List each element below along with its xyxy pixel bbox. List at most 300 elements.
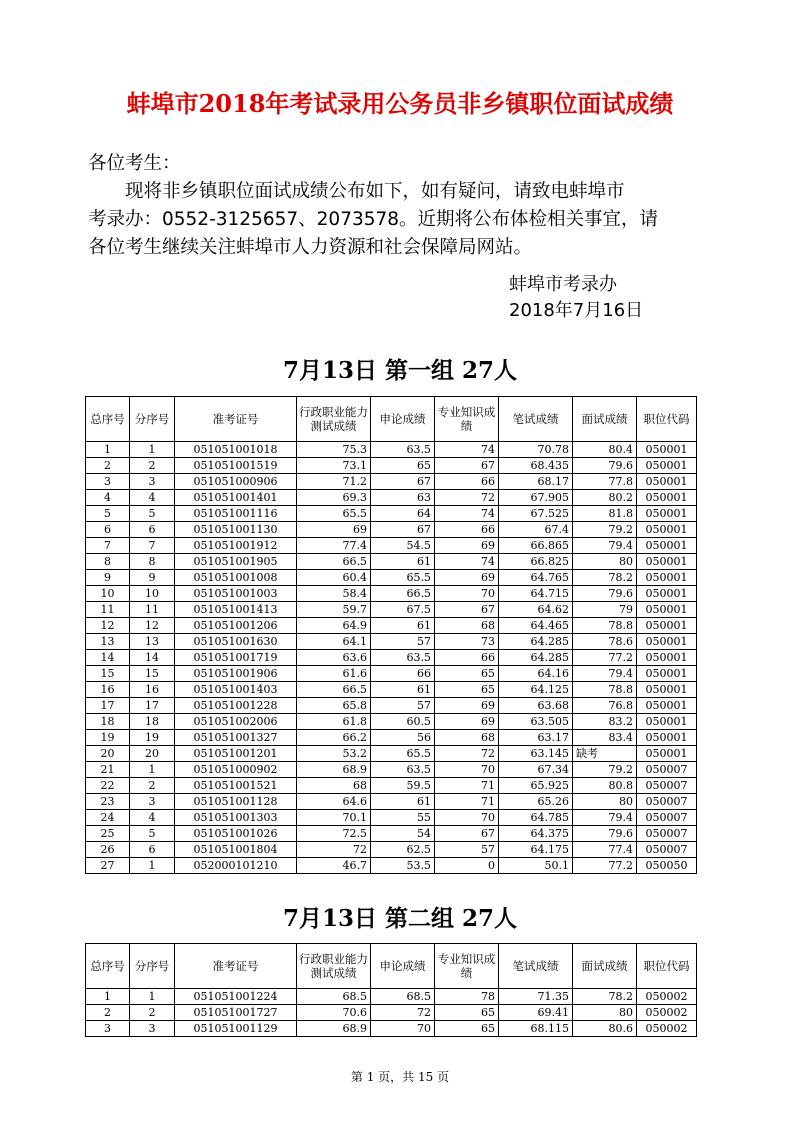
table-cell: 050001: [637, 666, 697, 682]
table-cell: 14: [86, 650, 130, 666]
table-cell: 9: [130, 570, 175, 586]
column-header: 准考证号: [175, 397, 297, 442]
table-cell: 68.9: [297, 762, 371, 778]
table-cell: 55: [371, 810, 435, 826]
table-cell: 19: [86, 730, 130, 746]
table-cell: 051051001026: [175, 826, 297, 842]
table-cell: 051051001905: [175, 554, 297, 570]
column-header: 行政职业能力测试成绩: [297, 944, 371, 989]
table-cell: 79.4: [573, 538, 637, 554]
table-cell: 77.2: [573, 650, 637, 666]
table-cell: 61: [371, 682, 435, 698]
table-cell: 050001: [637, 730, 697, 746]
table-cell: 65: [435, 1005, 499, 1021]
table-cell: 051051001413: [175, 602, 297, 618]
table-cell: 17: [130, 698, 175, 714]
table-cell: 050001: [637, 746, 697, 762]
table-cell: 69: [435, 570, 499, 586]
notice-line-3: 各位考生继续关注蚌埠市人力资源和社会保障局网站。: [88, 237, 533, 258]
column-header: 行政职业能力测试成绩: [297, 397, 371, 442]
table-cell: 6: [130, 842, 175, 858]
table-cell: 60.4: [297, 570, 371, 586]
table-cell: 050001: [637, 682, 697, 698]
score-table-group-1: [85, 396, 697, 874]
table-cell: 69.41: [499, 1005, 573, 1021]
table-row: [86, 570, 697, 586]
table-cell: 63.5: [371, 442, 435, 458]
table-cell: 67: [371, 474, 435, 490]
column-header: 职位代码: [637, 944, 697, 989]
table-cell: 1: [130, 858, 175, 874]
table-cell: 72: [435, 746, 499, 762]
table-cell: 67: [435, 826, 499, 842]
table-cell: 68: [435, 618, 499, 634]
table-cell: 27: [86, 858, 130, 874]
table-cell: 61.6: [297, 666, 371, 682]
table-row: [86, 634, 697, 650]
table-cell: 50.1: [499, 858, 573, 874]
table-cell: 68: [297, 778, 371, 794]
column-header: 准考证号: [175, 944, 297, 989]
table-cell: 70: [371, 1021, 435, 1037]
table-cell: 83.4: [573, 730, 637, 746]
notice-greeting: 各位考生：: [88, 153, 181, 174]
table-cell: 68.5: [371, 989, 435, 1005]
table-cell: 63.505: [499, 714, 573, 730]
table-cell: 64.765: [499, 570, 573, 586]
table-cell: 4: [86, 490, 130, 506]
table-cell: 5: [130, 506, 175, 522]
table-cell: 3: [130, 1021, 175, 1037]
table-cell: 60.5: [371, 714, 435, 730]
table-cell: 79.2: [573, 762, 637, 778]
table-cell: 61: [371, 794, 435, 810]
table-cell: 050002: [637, 989, 697, 1005]
table-cell: 65.5: [371, 746, 435, 762]
table-cell: 18: [86, 714, 130, 730]
table-row: [86, 602, 697, 618]
table-cell: 051051001206: [175, 618, 297, 634]
table-cell: 051051001129: [175, 1021, 297, 1037]
table-cell: 72.5: [297, 826, 371, 842]
table-cell: 80.8: [573, 778, 637, 794]
table-row: [86, 778, 697, 794]
table-cell: 53.2: [297, 746, 371, 762]
table-cell: 16: [86, 682, 130, 698]
column-header: 总序号: [86, 944, 130, 989]
table-cell: 66.5: [297, 682, 371, 698]
table-row: [86, 762, 697, 778]
table-cell: 051051001403: [175, 682, 297, 698]
table-cell: 22: [86, 778, 130, 794]
table-cell: 051051001303: [175, 810, 297, 826]
table-cell: 051051001719: [175, 650, 297, 666]
table-row: [86, 794, 697, 810]
table-cell: 78: [435, 989, 499, 1005]
table-row: [86, 858, 697, 874]
signature-office: 蚌埠市考录办: [509, 274, 617, 295]
table-cell: 5: [130, 826, 175, 842]
table-cell: 3: [86, 474, 130, 490]
table-cell: 80: [573, 554, 637, 570]
table-cell: 79.6: [573, 458, 637, 474]
signature: [509, 272, 643, 324]
table-cell: 57: [371, 698, 435, 714]
table-cell: 67.4: [499, 522, 573, 538]
table-cell: 79.2: [573, 522, 637, 538]
group-title-1: 7月13日 第一组 27人: [282, 357, 518, 384]
table-row: [86, 698, 697, 714]
table-cell: 83.2: [573, 714, 637, 730]
table-cell: 050001: [637, 506, 697, 522]
table-cell: 77.4: [297, 538, 371, 554]
table-cell: 051051000906: [175, 474, 297, 490]
table-cell: 051051001727: [175, 1005, 297, 1021]
table-cell: 051051001018: [175, 442, 297, 458]
table-row: [86, 989, 697, 1005]
column-header: 职位代码: [637, 397, 697, 442]
table-cell: 71.2: [297, 474, 371, 490]
table-cell: 050001: [637, 490, 697, 506]
table-cell: 64.785: [499, 810, 573, 826]
table-cell: 64.6: [297, 794, 371, 810]
table-cell: 63.6: [297, 650, 371, 666]
table-cell: 2: [130, 1005, 175, 1021]
column-header: 申论成绩: [371, 944, 435, 989]
table-cell: 2: [130, 778, 175, 794]
column-header: 分序号: [130, 944, 175, 989]
table-cell: 61: [371, 554, 435, 570]
table-cell: 67: [435, 458, 499, 474]
table-cell: 66.5: [297, 554, 371, 570]
table-row: [86, 1005, 697, 1021]
table-cell: 15: [86, 666, 130, 682]
table-row: [86, 746, 697, 762]
table-cell: 1: [130, 762, 175, 778]
table-cell: 65: [371, 458, 435, 474]
table-cell: 050001: [637, 586, 697, 602]
table-cell: 70.1: [297, 810, 371, 826]
table-row: [86, 714, 697, 730]
table-cell: 79: [573, 602, 637, 618]
group-title-2: 7月13日 第二组 27人: [282, 905, 518, 932]
table-cell: 10: [86, 586, 130, 602]
table-cell: 7: [130, 538, 175, 554]
table-cell: 18: [130, 714, 175, 730]
table-cell: 051051001201: [175, 746, 297, 762]
table-cell: 64.375: [499, 826, 573, 842]
table-row: [86, 1021, 697, 1037]
table-cell: 80.4: [573, 442, 637, 458]
table-cell: 80.2: [573, 490, 637, 506]
table-cell: 78.2: [573, 989, 637, 1005]
table-cell: 62.5: [371, 842, 435, 858]
table-cell: 051051001128: [175, 794, 297, 810]
notice-line-2: 考录办：0552-3125657、2073578。近期将公布体检相关事宜，请: [88, 209, 659, 230]
table-cell: 051051001912: [175, 538, 297, 554]
page-title: 蚌埠市2018年考试录用公务员非乡镇职位面试成绩: [126, 89, 674, 118]
table-cell: 12: [130, 618, 175, 634]
table-cell: 63.5: [371, 650, 435, 666]
table-cell: 65.5: [297, 506, 371, 522]
table-cell: 68.9: [297, 1021, 371, 1037]
table-cell: 8: [130, 554, 175, 570]
table-cell: 050002: [637, 1021, 697, 1037]
table-cell: 72: [435, 490, 499, 506]
table-cell: 66.865: [499, 538, 573, 554]
table-cell: 0: [435, 858, 499, 874]
table-cell: 76.8: [573, 698, 637, 714]
table-cell: 7: [86, 538, 130, 554]
table-cell: 70: [435, 810, 499, 826]
table-cell: 050007: [637, 794, 697, 810]
table-cell: 75.3: [297, 442, 371, 458]
table-cell: 79.4: [573, 810, 637, 826]
table-cell: 69: [435, 698, 499, 714]
page-footer: 第 1 页，共 15 页: [350, 1070, 450, 1084]
table-cell: 67.905: [499, 490, 573, 506]
table-cell: 78.2: [573, 570, 637, 586]
table-row: [86, 618, 697, 634]
table-cell: 1: [130, 442, 175, 458]
table-cell: 5: [86, 506, 130, 522]
table-cell: 58.4: [297, 586, 371, 602]
table-cell: 051051001630: [175, 634, 297, 650]
table-row: [86, 666, 697, 682]
table-cell: 052000101210: [175, 858, 297, 874]
table-cell: 050007: [637, 762, 697, 778]
table-cell: 73: [435, 634, 499, 650]
table-cell: 67.525: [499, 506, 573, 522]
table-cell: 65.8: [297, 698, 371, 714]
table-row: [86, 522, 697, 538]
table-cell: 1: [130, 989, 175, 1005]
table-row: [86, 682, 697, 698]
table-cell: 53.5: [371, 858, 435, 874]
table-cell: 14: [130, 650, 175, 666]
table-cell: 77.4: [573, 842, 637, 858]
table-cell: 56: [371, 730, 435, 746]
table-cell: 63.145: [499, 746, 573, 762]
table-cell: 051051001003: [175, 586, 297, 602]
table-cell: 051051001804: [175, 842, 297, 858]
table-cell: 64.16: [499, 666, 573, 682]
table-cell: 61.8: [297, 714, 371, 730]
table-cell: 8: [86, 554, 130, 570]
table-cell: 050001: [637, 522, 697, 538]
table-cell: 10: [130, 586, 175, 602]
table-cell: 74: [435, 442, 499, 458]
table-cell: 68.115: [499, 1021, 573, 1037]
table-cell: 64.62: [499, 602, 573, 618]
table-cell: 050001: [637, 570, 697, 586]
column-header: 专业知识成绩: [435, 944, 499, 989]
table-row: [86, 506, 697, 522]
table-cell: 70: [435, 586, 499, 602]
table-cell: 11: [86, 602, 130, 618]
table-cell: 2: [130, 458, 175, 474]
table-cell: 15: [130, 666, 175, 682]
table-cell: 65.26: [499, 794, 573, 810]
table-cell: 050001: [637, 602, 697, 618]
table-cell: 051051001906: [175, 666, 297, 682]
table-cell: 57: [371, 634, 435, 650]
table-cell: 2: [86, 458, 130, 474]
table-cell: 051051001521: [175, 778, 297, 794]
table-cell: 4: [130, 810, 175, 826]
table-cell: 051051001228: [175, 698, 297, 714]
table-cell: 13: [130, 634, 175, 650]
table-cell: 050001: [637, 618, 697, 634]
table-row: [86, 554, 697, 570]
table-cell: 74: [435, 506, 499, 522]
table-row: [86, 538, 697, 554]
table-cell: 67.5: [371, 602, 435, 618]
table-cell: 3: [86, 1021, 130, 1037]
table-cell: 66.5: [371, 586, 435, 602]
table-cell: 6: [130, 522, 175, 538]
table-cell: 64.125: [499, 682, 573, 698]
table-cell: 71: [435, 794, 499, 810]
table-cell: 66: [435, 474, 499, 490]
table-cell: 54: [371, 826, 435, 842]
table-cell: 69: [435, 538, 499, 554]
table-cell: 051051001116: [175, 506, 297, 522]
table-cell: 050001: [637, 458, 697, 474]
table-cell: 11: [130, 602, 175, 618]
table-cell: 66.825: [499, 554, 573, 570]
table-cell: 051051002006: [175, 714, 297, 730]
table-cell: 65: [435, 682, 499, 698]
table-cell: 77.2: [573, 858, 637, 874]
table-cell: 80: [573, 794, 637, 810]
table-cell: 66.2: [297, 730, 371, 746]
table-cell: 64.175: [499, 842, 573, 858]
table-row: [86, 730, 697, 746]
column-header: 面试成绩: [573, 397, 637, 442]
table-cell: 68.5: [297, 989, 371, 1005]
table-cell: 64.285: [499, 634, 573, 650]
table-cell: 051051001008: [175, 570, 297, 586]
table-cell: 69: [435, 714, 499, 730]
table-cell: 70: [435, 762, 499, 778]
table-cell: 3: [130, 794, 175, 810]
table-cell: 63: [371, 490, 435, 506]
table-cell: 051051001519: [175, 458, 297, 474]
table-cell: 64.465: [499, 618, 573, 634]
table-cell: 16: [130, 682, 175, 698]
table-cell: 051051000902: [175, 762, 297, 778]
table-cell: 79.6: [573, 826, 637, 842]
table-cell: 69.3: [297, 490, 371, 506]
table-cell: 64.285: [499, 650, 573, 666]
table-cell: 63.5: [371, 762, 435, 778]
column-header: 面试成绩: [573, 944, 637, 989]
table-cell: 12: [86, 618, 130, 634]
table-cell: 051051001401: [175, 490, 297, 506]
table-row: [86, 474, 697, 490]
table-cell: 79.6: [573, 586, 637, 602]
table-cell: 54.5: [371, 538, 435, 554]
table-cell: 71.35: [499, 989, 573, 1005]
table-cell: 1: [86, 442, 130, 458]
table-cell: 缺考: [573, 746, 637, 762]
table-cell: 78.8: [573, 618, 637, 634]
table-row: [86, 650, 697, 666]
table-cell: 63.68: [499, 698, 573, 714]
table-row: [86, 842, 697, 858]
table-cell: 66: [371, 666, 435, 682]
table-cell: 4: [130, 490, 175, 506]
column-header: 专业知识成绩: [435, 397, 499, 442]
table-cell: 050007: [637, 842, 697, 858]
table-cell: 65.5: [371, 570, 435, 586]
table-cell: 24: [86, 810, 130, 826]
table-cell: 57: [435, 842, 499, 858]
table-cell: 64.9: [297, 618, 371, 634]
table-row: [86, 810, 697, 826]
table-row: [86, 826, 697, 842]
table-cell: 80: [573, 1005, 637, 1021]
table-cell: 050001: [637, 538, 697, 554]
table-cell: 67.34: [499, 762, 573, 778]
table-cell: 050001: [637, 650, 697, 666]
table-cell: 64: [371, 506, 435, 522]
table-cell: 050001: [637, 698, 697, 714]
table-cell: 20: [130, 746, 175, 762]
table-row: [86, 458, 697, 474]
table-cell: 20: [86, 746, 130, 762]
table-cell: 051051001327: [175, 730, 297, 746]
table-cell: 68: [435, 730, 499, 746]
table-cell: 65.925: [499, 778, 573, 794]
table-row: [86, 442, 697, 458]
table-cell: 17: [86, 698, 130, 714]
table-cell: 23: [86, 794, 130, 810]
column-header: 总序号: [86, 397, 130, 442]
table-cell: 19: [130, 730, 175, 746]
table-header-row: [86, 944, 697, 989]
table-cell: 67: [371, 522, 435, 538]
table-cell: 050050: [637, 858, 697, 874]
table-cell: 74: [435, 554, 499, 570]
table-cell: 26: [86, 842, 130, 858]
table-cell: 72: [297, 842, 371, 858]
table-cell: 25: [86, 826, 130, 842]
table-cell: 59.5: [371, 778, 435, 794]
score-table-group-2: [85, 943, 697, 1037]
table-cell: 13: [86, 634, 130, 650]
column-header: 分序号: [130, 397, 175, 442]
table-cell: 65: [435, 1021, 499, 1037]
notice-line-1: 现将非乡镇职位面试成绩公布如下，如有疑问，请致电蚌埠市: [125, 181, 625, 202]
table-cell: 21: [86, 762, 130, 778]
table-cell: 64.715: [499, 586, 573, 602]
table-cell: 050001: [637, 634, 697, 650]
column-header: 笔试成绩: [499, 944, 573, 989]
table-cell: 70.78: [499, 442, 573, 458]
table-cell: 63.17: [499, 730, 573, 746]
table-cell: 67: [435, 602, 499, 618]
table-cell: 9: [86, 570, 130, 586]
table-cell: 050001: [637, 554, 697, 570]
table-cell: 70.6: [297, 1005, 371, 1021]
table-cell: 46.7: [297, 858, 371, 874]
table-cell: 72: [371, 1005, 435, 1021]
table-cell: 81.8: [573, 506, 637, 522]
table-cell: 78.8: [573, 682, 637, 698]
table-cell: 050001: [637, 714, 697, 730]
